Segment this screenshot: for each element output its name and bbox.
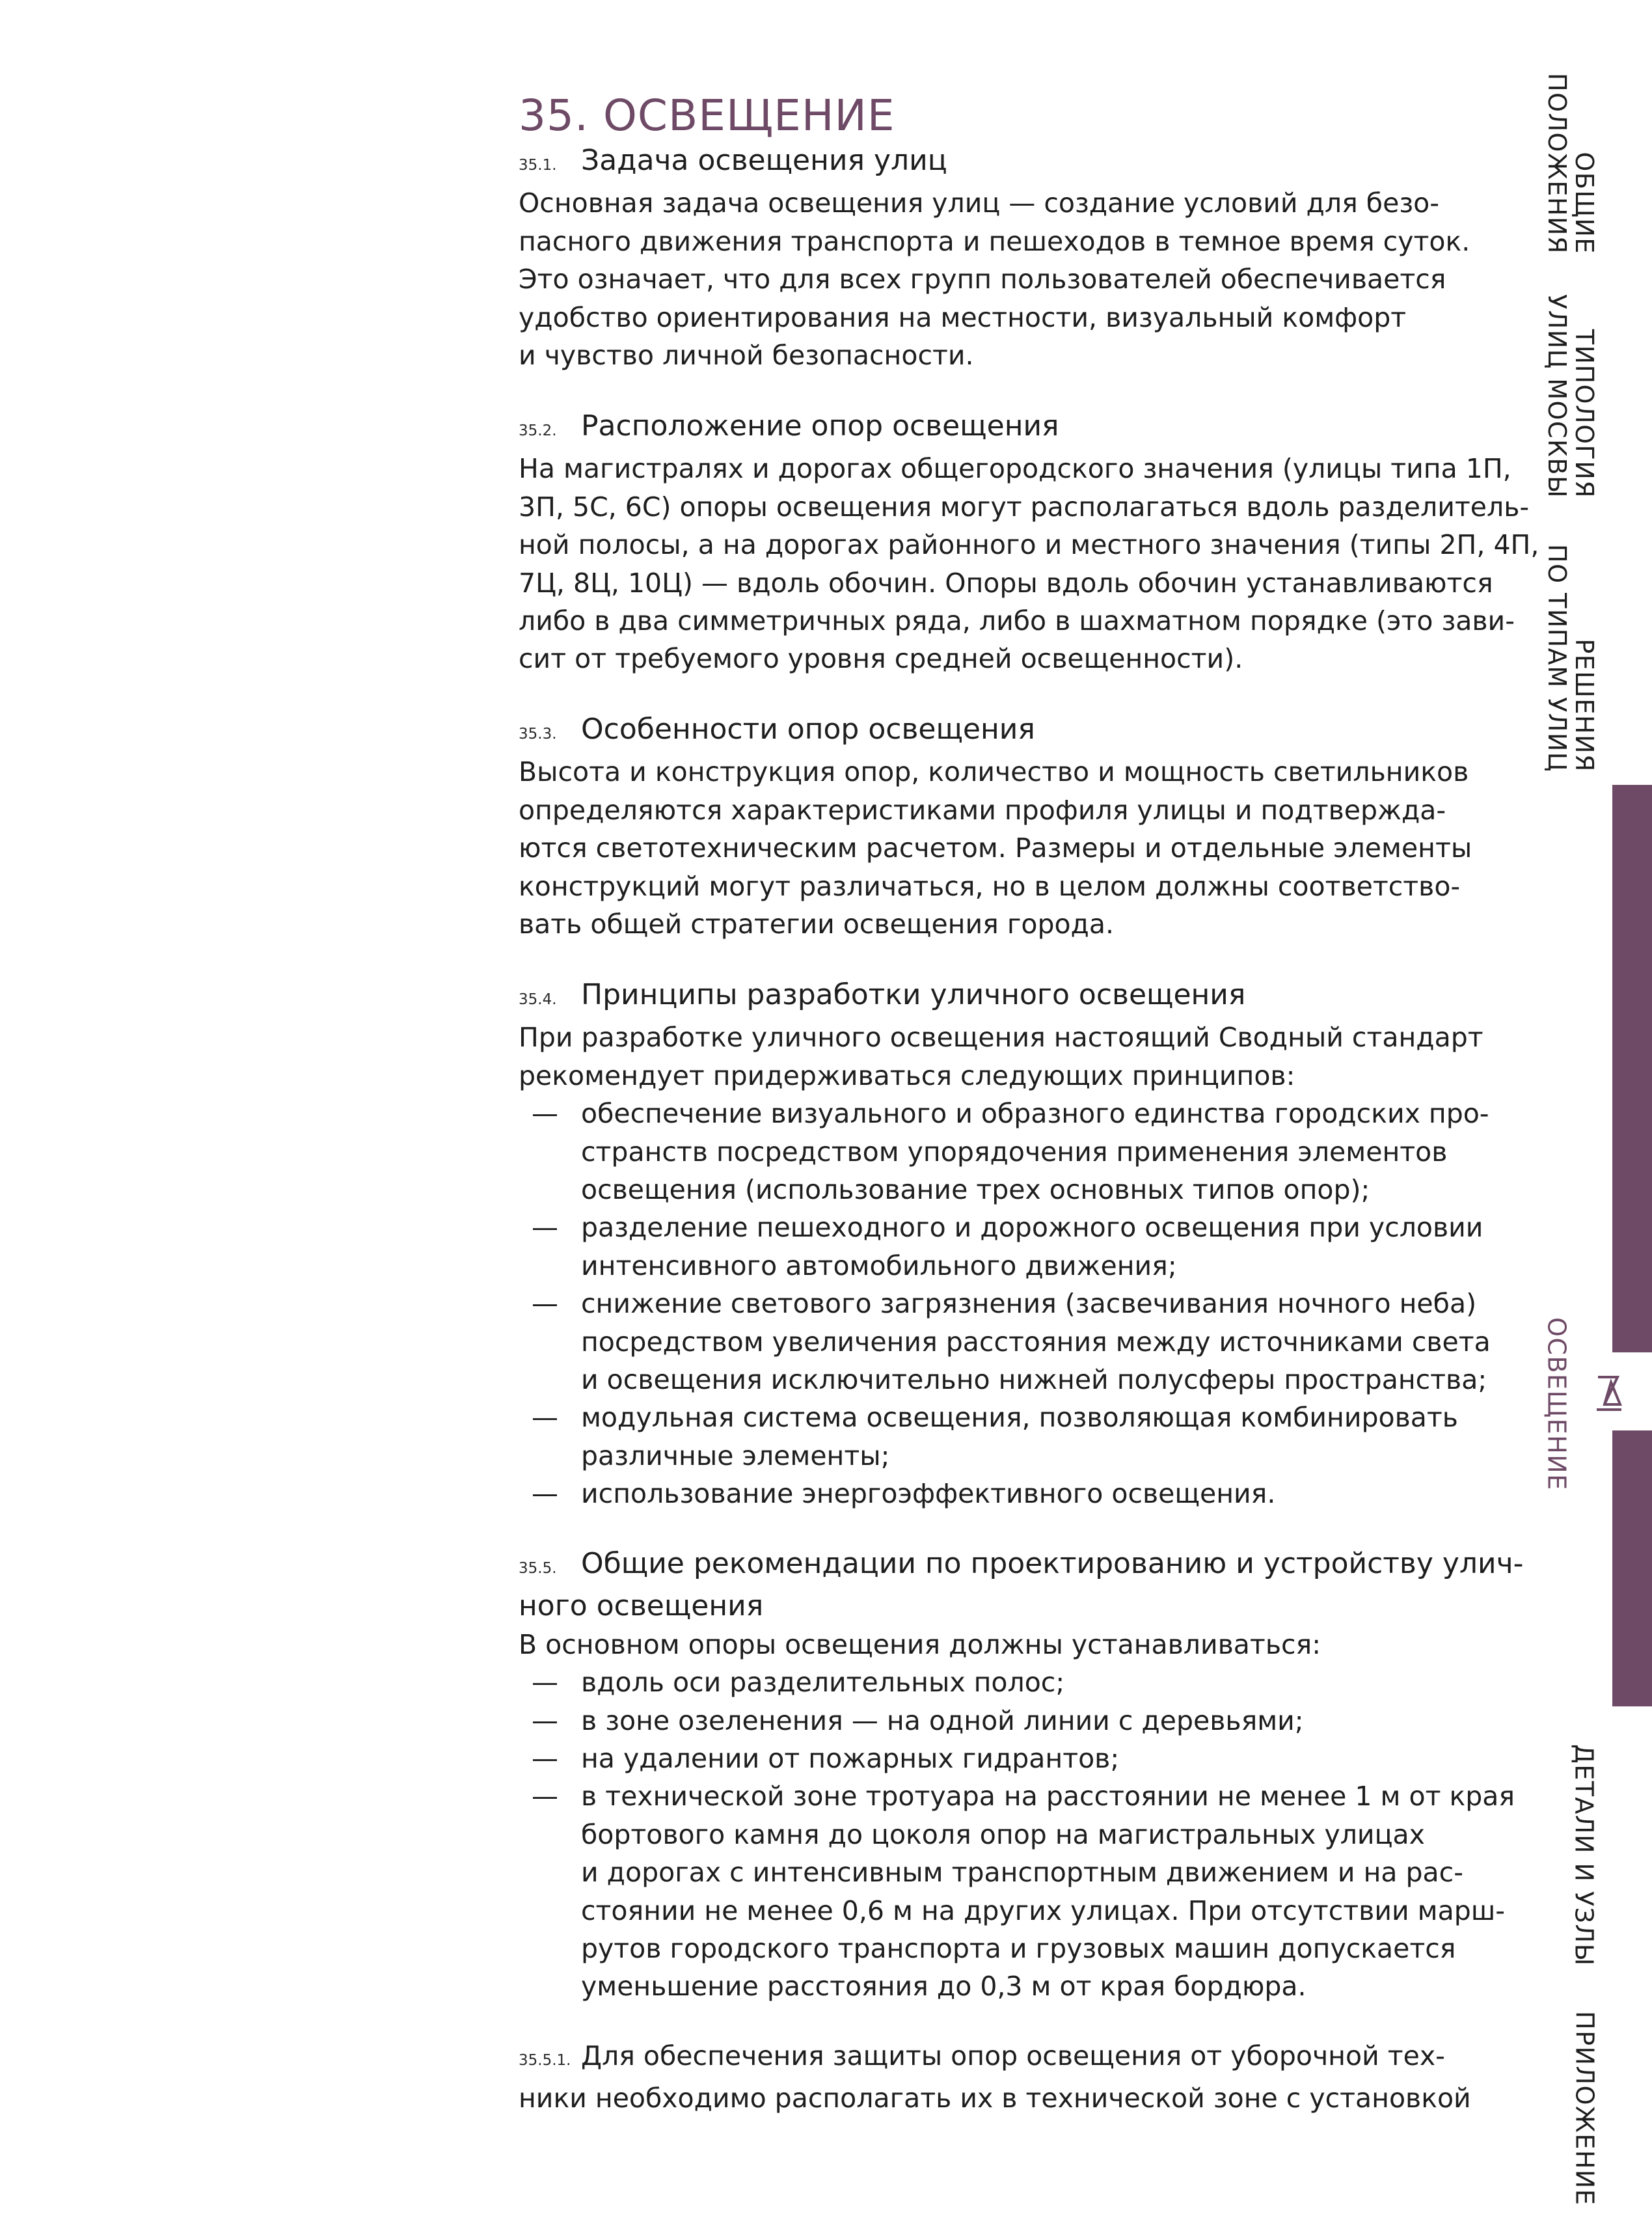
section-heading: 35.1. Задача освещения улиц: [519, 142, 1501, 184]
section-number: 35.5.1.: [519, 2052, 571, 2069]
paragraph-line: ной полосы, а на дорогах районного и местного значения (типы 2П, 4П,: [519, 529, 1539, 561]
section-heading: 35.2. Расположение опор освещения: [519, 407, 1501, 450]
section-number: 35.3.: [519, 726, 557, 743]
paragraph-line: ются светотехническим расчетом. Размеры и отдельные элементы: [519, 832, 1472, 864]
dash-marker: —: [532, 1704, 558, 1736]
section-35-1: [519, 142, 1501, 374]
section-heading-cont: ного освещения: [519, 1589, 764, 1623]
list-item: — разделение пешеходного и дорожного освещения при условии интенсивного автомобильного движения;: [519, 1209, 1501, 1285]
paragraph-line: удобство ориентирования на местности, визуальный комфорт: [519, 301, 1407, 333]
list-item: — использование энергоэффективного освещения.: [519, 1475, 1501, 1512]
dash-marker: —: [532, 1098, 558, 1130]
dash-marker: —: [532, 1288, 558, 1320]
section-heading: 35.5. Общие рекомендации по проектированию и устройству улич-: [519, 1545, 1501, 1587]
list-item: — обеспечение визуального и образного единства городских про- странств посредством упорядочения применения элементов освещения (использование трех основных типов опор);: [519, 1095, 1501, 1209]
section-35-5: [519, 1545, 1524, 2006]
paragraph-line: либо в два симметричных ряда, либо в шахматном порядке (это зави-: [519, 605, 1515, 637]
section-number: 35.1.: [519, 157, 557, 174]
section-35-4: [519, 976, 1501, 1513]
dash-marker: —: [532, 1667, 558, 1699]
section-heading: 35.3. Особенности опор освещения: [519, 711, 1501, 753]
dash-marker: —: [532, 1781, 558, 1812]
dash-marker: —: [532, 1743, 558, 1775]
active-chapter-bar-bottom: [1612, 1430, 1652, 1706]
section-heading: 35.5.1. Для обеспечения защиты опор освещения от уборочной тех-: [519, 2037, 1501, 2079]
paragraph-line: На магистралях и дорогах общегородского значения (улицы типа 1П,: [519, 453, 1511, 485]
paragraph-line: конструкций могут различаться, но в целом должны соответство-: [519, 870, 1461, 902]
paragraph-line: рекомендует придерживаться следующих принципов:: [519, 1060, 1295, 1091]
list-item: — в технической зоне тротуара на расстоянии не менее 1 м от края бортового камня до цоколя опор на магистральных улицах и дорогах с интенсивным транспортным движением и на рас- стоянии не менее 0,6 м на других улицах. При отсутствии марш- рутов городского транспорта и грузовых машин допускается уменьшение расстояния до 0,3 м от края бордюра.: [519, 1777, 1501, 2005]
paragraph-line: В основном опоры освещения должны устанавливаться:: [519, 1628, 1321, 1660]
paragraph-line: пасного движения транспорта и пешеходов в темное время суток.: [519, 225, 1470, 257]
list-item: — в зоне озеленения — на одной линии с деревьями;: [519, 1702, 1501, 1740]
paragraph-line: При разработке уличного освещения настоящий Сводный стандарт: [519, 1022, 1483, 1054]
paragraph-line: 3П, 5С, 6С) опоры освещения могут располагаться вдоль разделитель-: [519, 491, 1530, 523]
paragraph-line: определяются характеристиками профиля улицы и подтвержда-: [519, 794, 1446, 826]
lamp-icon: [1595, 1373, 1623, 1412]
list-item: — модульная система освещения, позволяющая комбинировать различные элементы;: [519, 1399, 1501, 1475]
paragraph-line: 7Ц, 8Ц, 10Ц) — вдоль обочин. Опоры вдоль обочин устанавливаются: [519, 567, 1493, 599]
paragraph-line: вать общей стратегии освещения города.: [519, 909, 1115, 940]
list-item: — вдоль оси разделительных полос;: [519, 1663, 1501, 1701]
paragraph-line: и чувство личной безопасности.: [519, 340, 974, 372]
dash-marker: —: [532, 1212, 558, 1244]
section-heading: 35.4. Принципы разработки уличного освещения: [519, 976, 1501, 1019]
section-number: 35.5.: [519, 1560, 557, 1577]
section-35-2: [519, 407, 1539, 678]
dash-marker: —: [532, 1478, 558, 1510]
paragraph-line: Основная задача освещения улиц — создание условий для безо-: [519, 187, 1440, 219]
paragraph-line: Это означает, что для всех групп пользователей обеспечивается: [519, 264, 1446, 295]
paragraph-line: сит от требуемого уровня средней освещенности).: [519, 643, 1243, 675]
list-item: — на удалении от пожарных гидрантов;: [519, 1740, 1501, 1777]
section-35-5-1: [519, 2037, 1501, 2118]
active-chapter-bar-top: [1612, 785, 1652, 1352]
list-item: — снижение светового загрязнения (засвечивания ночного неба) посредством увеличения расстояния между источниками света и освещения исключительно нижней полусферы пространства;: [519, 1285, 1501, 1399]
section-number: 35.2.: [519, 422, 557, 439]
paragraph-line: ники необходимо располагать их в технической зоне с установкой: [519, 2083, 1471, 2114]
dash-marker: —: [532, 1402, 558, 1434]
page-title: 35. ОСВЕЩЕНИЕ: [519, 90, 895, 141]
section-number: 35.4.: [519, 991, 557, 1008]
paragraph-line: Высота и конструкция опор, количество и мощность светильников: [519, 756, 1469, 788]
section-35-3: [519, 711, 1501, 943]
